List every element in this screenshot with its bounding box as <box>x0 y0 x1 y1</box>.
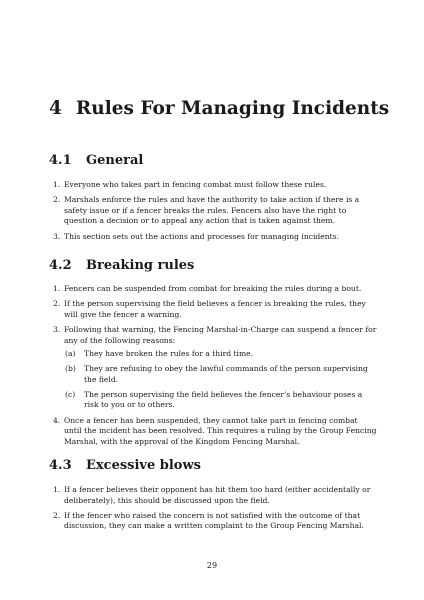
item-number: 1. <box>53 284 61 293</box>
sub-item-letter: (b) <box>65 364 76 374</box>
sub-list-item <box>64 390 377 411</box>
section-title: Excessive blows <box>86 458 201 473</box>
list-item <box>49 284 377 295</box>
chapter-number: 4 <box>49 98 62 119</box>
section-heading-general <box>49 153 143 169</box>
sub-item-text: The person supervising the field believes the fencer’s behaviour poses a risk to you or to others. <box>84 389 363 410</box>
section-title: General <box>86 153 144 168</box>
page-number: 29 <box>206 561 218 570</box>
sub-list-item <box>64 364 377 385</box>
chapter-title <box>49 98 389 120</box>
section-number: 4.2 <box>49 258 72 273</box>
item-text: Following that warning, the Fencing Marshal-in-Charge can suspend a fencer for any of the following reasons: <box>64 324 377 345</box>
item-text: If a fencer believes their opponent has hit them too hard (either accidentally or deliberately), this should be discussed upon the field. <box>64 485 371 505</box>
item-number: 1. <box>53 180 61 189</box>
section-heading-breaking-rules <box>49 258 194 274</box>
sub-list-item <box>64 349 377 360</box>
section-number: 4.3 <box>49 458 72 473</box>
item-number: 3. <box>53 324 61 334</box>
section-title: Breaking rules <box>86 258 195 273</box>
list-item <box>49 325 377 411</box>
item-text: Once a fencer has been suspended, they cannot take part in fencing combat until the incident has been resolved. This requires a ruling by the Group Fencing Marshal, with the approval of the Kingdom Fencing Marshal. <box>64 415 377 446</box>
breaking-rules-list <box>49 284 377 452</box>
section-number: 4.1 <box>49 153 72 168</box>
list-item <box>49 195 377 227</box>
list-item <box>49 180 377 191</box>
item-number: 4. <box>53 415 61 425</box>
sub-item-text: They have broken the rules for a third time. <box>84 349 254 359</box>
item-number: 2. <box>53 510 61 520</box>
excessive-blows-list <box>49 485 377 537</box>
chapter-title-text: Rules For Managing Incidents <box>75 98 390 119</box>
item-text: This section sets out the actions and processes for managing incidents. <box>64 231 339 241</box>
item-number: 2. <box>53 299 61 309</box>
item-text: Everyone who takes part in fencing combat must follow these rules. <box>64 180 327 189</box>
sub-item-letter: (c) <box>65 389 76 399</box>
item-text: If the fencer who raised the concern is not satisfied with the outcome of that discussion, they can make a written complaint to the Group Fencing Marshal. <box>64 510 364 531</box>
item-text: Fencers can be suspended from combat for breaking the rules during a bout. <box>64 284 362 293</box>
suspension-reasons-list <box>64 349 377 411</box>
general-rules-list <box>49 180 377 247</box>
list-item <box>49 232 377 243</box>
section-heading-excessive-blows <box>49 458 201 474</box>
sub-item-letter: (a) <box>65 349 76 359</box>
item-number: 3. <box>53 231 61 241</box>
list-item <box>49 299 377 320</box>
item-text: Marshals enforce the rules and have the authority to take action if there is a safety issue or if a fencer breaks the rules. Fencers also have the right to question a decision or to appeal any action that is taken against them. <box>64 195 360 226</box>
item-text: If the person supervising the field believes a fencer is breaking the rules, they will give the fencer a warning. <box>64 299 366 319</box>
list-item <box>49 485 377 506</box>
list-item <box>49 416 377 448</box>
item-number: 2. <box>53 195 61 205</box>
item-number: 1. <box>53 485 61 494</box>
list-item <box>49 511 377 532</box>
sub-item-text: They are refusing to obey the lawful commands of the person supervising the field. <box>84 364 368 384</box>
